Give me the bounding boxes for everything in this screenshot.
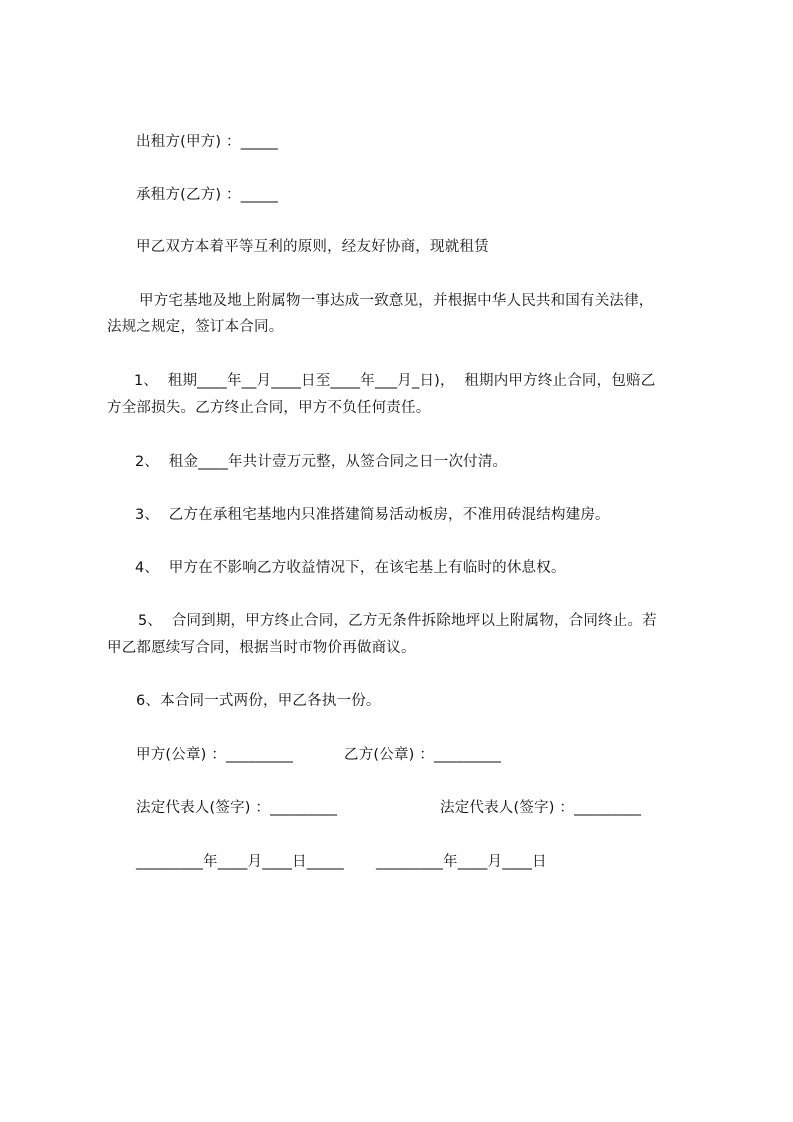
intro-line-1: 甲乙双方本着平等互利的原则，经友好协商，现就租赁 — [136, 239, 489, 255]
clause-6: 6、本合同一式两份，甲乙各执一份。 — [136, 693, 381, 709]
clause-5-line-2: 甲乙都愿续写合同，根据当时市物价再做商议。 — [107, 640, 416, 656]
party-b-seal-line: 乙方(公章) ：_________ — [344, 747, 502, 763]
lessee-line: 承租方(乙方) ：_____ — [136, 187, 278, 203]
intro-line-3: 法规之规定，签订本合同。 — [107, 319, 284, 335]
clause-2: 2、 租金____年共计壹万元整，从签合同之日一次付清。 — [135, 454, 508, 470]
intro-line-2: 甲方宅基地及地上附属物一事达成一致意见，并根据中华人民共和国有关法律， — [139, 293, 654, 309]
clause-1-line-2: 方全部损失。乙方终止合同，甲方不负任何责任。 — [107, 400, 431, 416]
clause-3: 3、 乙方在承租宅基地内只准搭建简易活动板房，不准用砖混结构建房。 — [135, 507, 610, 523]
party-a-date-line: _________年____月____日_____ — [136, 854, 344, 870]
party-a-representative-line: 法定代表人(签字) ：_________ — [136, 800, 338, 816]
clause-1-line-1: 1、 租期____年__月____日至____年___月_日)， 租期内甲方终止合同，包赔乙 — [134, 373, 656, 389]
party-b-representative-line: 法定代表人(签字) ：_________ — [440, 800, 642, 816]
party-b-date-line: _________年____月____日 — [376, 854, 547, 870]
clause-5-line-1: 5、 合同到期，甲方终止合同，乙方无条件拆除地坪以上附属物，合同终止。若 — [138, 613, 657, 629]
party-a-seal-line: 甲方(公章) ：_________ — [136, 747, 294, 763]
lessor-line: 出租方(甲方) ：_____ — [136, 134, 278, 150]
clause-4: 4、 甲方在不影响乙方收益情况下，在该宅基上有临时的休息权。 — [135, 560, 566, 576]
